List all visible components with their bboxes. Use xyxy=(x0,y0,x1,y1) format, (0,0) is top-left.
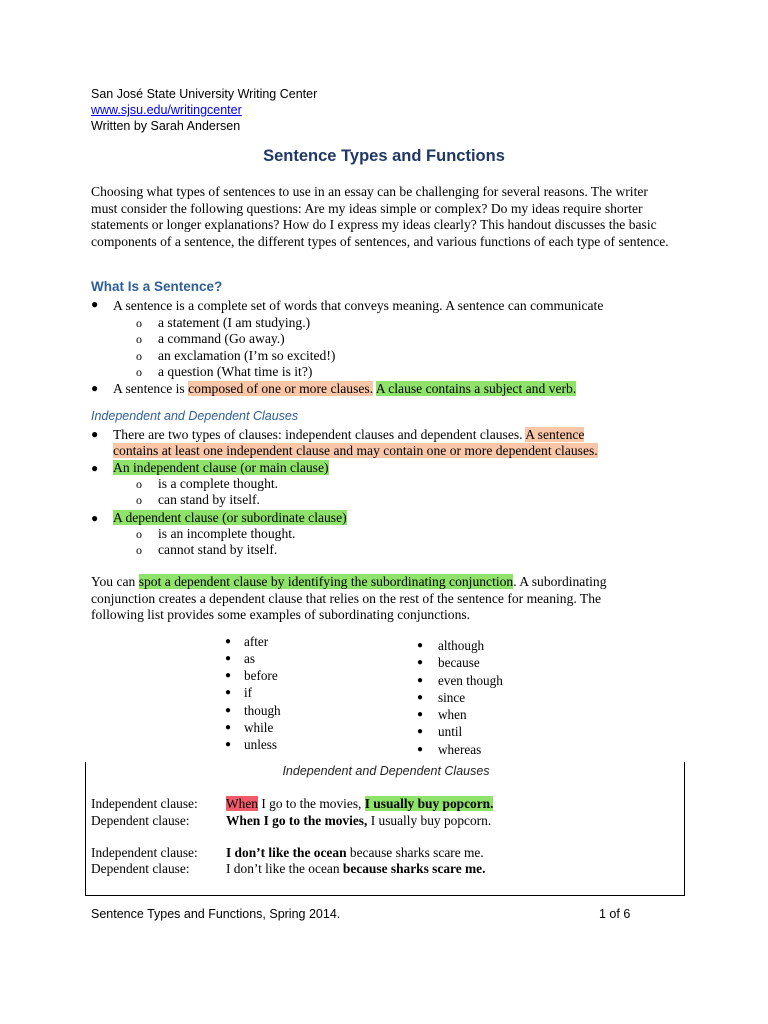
clause-definition xyxy=(113,381,576,398)
sub-item-statement: a statement (I am studying.) xyxy=(158,315,311,330)
page-number: 1 of 6 xyxy=(599,907,631,921)
sub-bullet-marker: o xyxy=(136,316,142,330)
highlight-green: spot a dependent clause by identifying the subordinating conjunction xyxy=(138,574,514,589)
sub-bullet-marker: o xyxy=(136,493,142,507)
bullet-dot: ● xyxy=(417,744,424,755)
author-line: Written by Sarah Andersen xyxy=(91,119,241,133)
intro-paragraph: Choosing what types of sentences to use in an essay can be challenging for several reasons. The writer must consider the following questions: Are my ideas simple or complex? Do my ideas require shorter statements or longer explanations? How do I express my ideas clearly? This handout discusses the basic components of a sentence, the different types of sentences, and various functions of each type of sentence. xyxy=(91,184,669,250)
row-label: Independent clause: xyxy=(91,845,198,860)
website-link[interactable] xyxy=(91,102,242,118)
sub-item-command: a command (Go away.) xyxy=(158,331,285,346)
row-text: I don’t like the ocean xyxy=(226,861,343,876)
highlight-green: A dependent clause (or subordinate clause) xyxy=(113,510,347,525)
bullet-dot: ● xyxy=(225,739,232,750)
list-item: until xyxy=(438,724,463,739)
highlight-orange: contains at least one independent clause and may contain one or more dependent clauses. xyxy=(113,443,598,458)
highlight-green: A clause contains a subject and verb. xyxy=(375,381,577,396)
highlight-red: When xyxy=(226,796,258,811)
bullet-dot: ● xyxy=(91,381,99,395)
sub-item-exclamation: an exclamation (I’m so excited!) xyxy=(158,348,336,363)
row-bold-text: I don’t like the ocean xyxy=(226,845,347,860)
clause-types-line1 xyxy=(113,427,584,444)
section-heading-what-is-a-sentence: What Is a Sentence? xyxy=(91,279,223,294)
row-text: because sharks scare me. xyxy=(346,845,484,860)
list-item: even though xyxy=(438,673,503,688)
para2-suffix: . A subordinating xyxy=(513,574,607,589)
para2-prefix: You can xyxy=(91,574,139,589)
bullet-dot: ● xyxy=(225,653,232,664)
list-item: after xyxy=(244,634,269,649)
highlight-orange: A sentence xyxy=(525,427,585,442)
list-item: as xyxy=(244,651,255,666)
org-name: San José State University Writing Center xyxy=(91,87,318,101)
section-heading-clauses: Independent and Dependent Clauses xyxy=(91,409,299,423)
dependent-sub-2: cannot stand by itself. xyxy=(158,542,278,557)
independent-sub-2: can stand by itself. xyxy=(158,492,260,507)
row-text: I usually buy popcorn. xyxy=(367,813,492,828)
list-item: though xyxy=(244,703,281,718)
clause-types-line2 xyxy=(113,443,598,460)
list-item: since xyxy=(438,690,466,705)
sub-bullet-marker: o xyxy=(136,527,142,541)
clause-types-prefix: There are two types of clauses: independent clauses and dependent clauses. xyxy=(113,427,526,442)
list-item: while xyxy=(244,720,274,735)
highlight-green: I usually buy popcorn. xyxy=(364,796,494,811)
example-row-1 xyxy=(226,796,493,812)
dependent-clause-label xyxy=(113,510,347,527)
sub-bullet-marker: o xyxy=(136,349,142,363)
page-title: Sentence Types and Functions xyxy=(263,147,505,165)
para2-line1 xyxy=(91,574,607,591)
sub-item-question: a question (What time is it?) xyxy=(158,364,313,379)
sub-bullet-marker: o xyxy=(136,365,142,379)
sentence-definition: A sentence is a complete set of words that conveys meaning. A sentence can communicate xyxy=(113,298,604,313)
bullet-dot: ● xyxy=(91,427,99,441)
footer-title: Sentence Types and Functions, Spring 2014. xyxy=(91,907,341,921)
bullet-dot: ● xyxy=(417,726,424,737)
bullet-dot: ● xyxy=(91,297,99,311)
bullet-dot: ● xyxy=(91,461,99,475)
independent-sub-1: is a complete thought. xyxy=(158,476,279,491)
example-row-2 xyxy=(226,813,491,829)
sub-bullet-marker: o xyxy=(136,543,142,557)
example-row-4 xyxy=(226,861,485,877)
para2-line3: following list provides some examples of subordinating conjunctions. xyxy=(91,607,471,622)
sub-bullet-marker: o xyxy=(136,332,142,346)
para2-line2: conjunction creates a dependent clause that relies on the rest of the sentence for meaning. The xyxy=(91,591,602,606)
list-item: when xyxy=(438,707,467,722)
list-item: before xyxy=(244,668,278,683)
bullet-dot: ● xyxy=(417,692,424,703)
bullet-dot: ● xyxy=(225,687,232,698)
row-bold-text: because sharks scare me. xyxy=(342,861,486,876)
bullet-dot: ● xyxy=(225,722,232,733)
clause-definition-prefix: A sentence is xyxy=(113,381,189,396)
example-box xyxy=(85,762,685,896)
row-label: Dependent clause: xyxy=(91,813,190,828)
example-row-3 xyxy=(226,845,484,861)
list-item: unless xyxy=(244,737,277,752)
bullet-dot: ● xyxy=(225,705,232,716)
row-label: Dependent clause: xyxy=(91,861,190,876)
bullet-dot: ● xyxy=(225,636,232,647)
bullet-dot: ● xyxy=(417,709,424,720)
list-item: although xyxy=(438,638,485,653)
row-text: I go to the movies, xyxy=(257,796,365,811)
independent-clause-label xyxy=(113,460,329,477)
highlight-orange: composed of one or more clauses. xyxy=(188,381,374,396)
list-item: because xyxy=(438,655,480,670)
bullet-dot: ● xyxy=(417,640,424,651)
highlight-green: An independent clause (or main clause) xyxy=(113,460,329,475)
sub-bullet-marker: o xyxy=(136,477,142,491)
bullet-dot: ● xyxy=(417,675,424,686)
example-box-title: Independent and Dependent Clauses xyxy=(282,764,490,778)
bullet-dot: ● xyxy=(225,670,232,681)
list-item: whereas xyxy=(438,742,482,757)
bullet-dot: ● xyxy=(91,511,99,525)
row-bold-text: When I go to the movies, xyxy=(226,813,368,828)
row-label: Independent clause: xyxy=(91,796,198,811)
website-link-text[interactable]: www.sjsu.edu/writingcenter xyxy=(91,103,242,117)
bullet-dot: ● xyxy=(417,657,424,668)
list-item: if xyxy=(244,685,253,700)
dependent-sub-1: is an incomplete thought. xyxy=(158,526,296,541)
